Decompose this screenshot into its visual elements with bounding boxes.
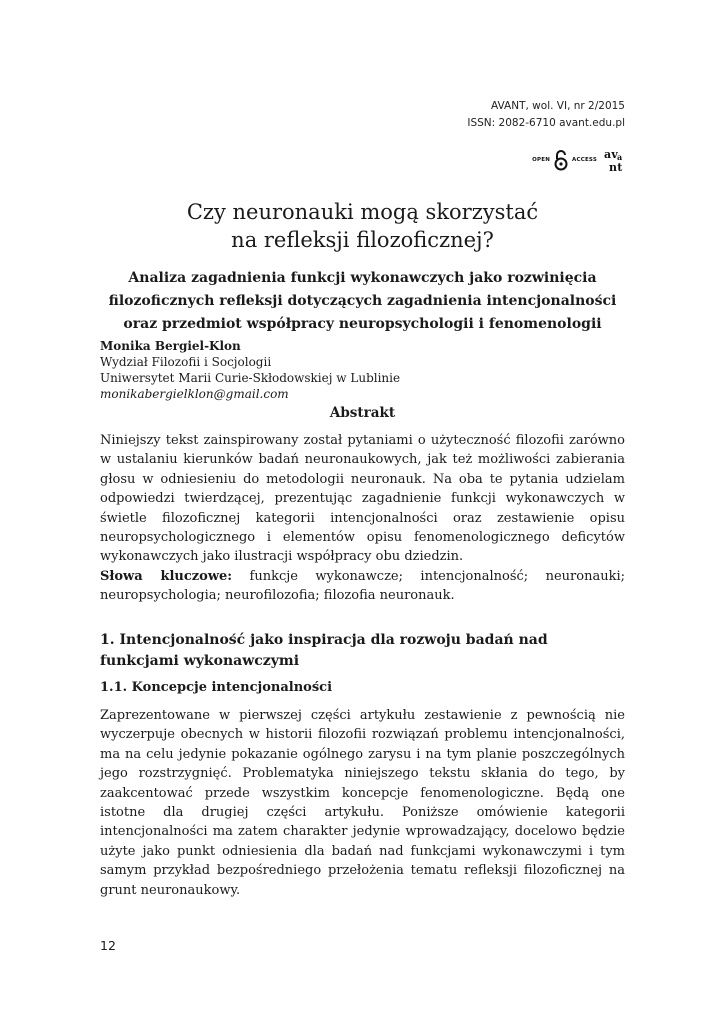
journal-info bbox=[467, 98, 625, 132]
svg-text:a: a bbox=[617, 152, 623, 162]
keywords-list: funkcje wykonawcze; intencjonalność; neuronauki; neuropsychologia; neurofilozofia; filozofia neuronauk. bbox=[100, 569, 625, 604]
author-university: Uniwersytet Marii Curie-Skłodowskiej w Lublinie bbox=[100, 371, 401, 385]
page-number: 12 bbox=[100, 938, 116, 953]
avant-logo-icon bbox=[603, 146, 629, 174]
section-1-heading: 1. Intencjonalność jako inspiracja dla rozwoju badań nad funkcjami wykonawczymi bbox=[100, 632, 548, 669]
open-label: OPEN bbox=[532, 157, 551, 163]
author-name: Monika Bergiel-Klon bbox=[100, 339, 241, 353]
svg-text:av: av bbox=[604, 148, 618, 161]
article-title bbox=[100, 198, 625, 254]
author-department: Wydział Filozofii i Socjologii bbox=[100, 355, 272, 369]
access-label: ACCESS bbox=[572, 157, 597, 163]
keywords-label: Słowa kluczowe: bbox=[100, 569, 233, 584]
author-email: monikabergielklon@gmail.com bbox=[100, 387, 289, 401]
journal-issn: ISSN: 2082-6710 avant.edu.pl bbox=[467, 117, 625, 129]
open-access-badge bbox=[532, 146, 629, 174]
section-1-1-text: Zaprezentowane w pierwszej części artykułu zestawienie z pewnością nie wyczerpuje obecnych w historii filozofii rozwiązań problemu intencjonalności, ma na celu jedynie pokazanie ogólnego zarysu i na tym planie poszczególnych jego rozstrzygnięć. Problematyka niniejszego tekstu skłania do tego, by zaakcentować przede wszystkim koncepcje fenomenologiczne. Będą one istotne dla drugiej części artykułu. Poniższe omówienie kategorii intencjonalności ma zatem charakter jedynie wprowadzający, docelowo będzie użyte jako punkt odniesienia dla badań nad funkcjami wykonawczymi i tym samym przykład bezpośredniego przełożenia tematu refleksji filozoficznej na grunt neuronaukowy. bbox=[100, 708, 625, 898]
abstract-heading: Abstrakt bbox=[329, 405, 396, 421]
journal-issue: AVANT, wol. VI, nr 2/2015 bbox=[491, 100, 625, 112]
article-subtitle: Analiza zagadnienia funkcji wykonawczych jako rozwinięcia filozoficznych refleksji dotyczących zagadnienia intencjonalności oraz przedmiot współpracy neuropsychologii i fenomenologii bbox=[108, 270, 617, 332]
author-block bbox=[100, 338, 400, 402]
svg-text:nt: nt bbox=[609, 161, 623, 174]
keywords bbox=[100, 567, 625, 606]
title-line-1: Czy neuronauki mogą skorzystać bbox=[186, 200, 539, 224]
title-line-2: na refleksji filozoficznej? bbox=[231, 228, 494, 252]
abstract-text: Niniejszy tekst zainspirowany został pytaniami o użyteczność filozofii zarówno w ustalaniu kierunków badań neuronaukowych, jak też możliwości zabierania głosu w odniesieniu do metodologii neuronauk. Na oba te pytania udzielam odpowiedzi twierdzącej, prezentując zagadnienie funkcji wykonawczych w świetle filozoficznej kategorii intencjonalności oraz zestawienie opisu neuropsychologicznego i elementów opisu fenomenologicznego deficytów wykonawczych jako ilustracji współpracy obu dziedzin. bbox=[100, 433, 625, 565]
open-access-lock-icon bbox=[553, 149, 569, 171]
section-1-1-heading: 1.1. Koncepcje intencjonalności bbox=[100, 680, 333, 695]
